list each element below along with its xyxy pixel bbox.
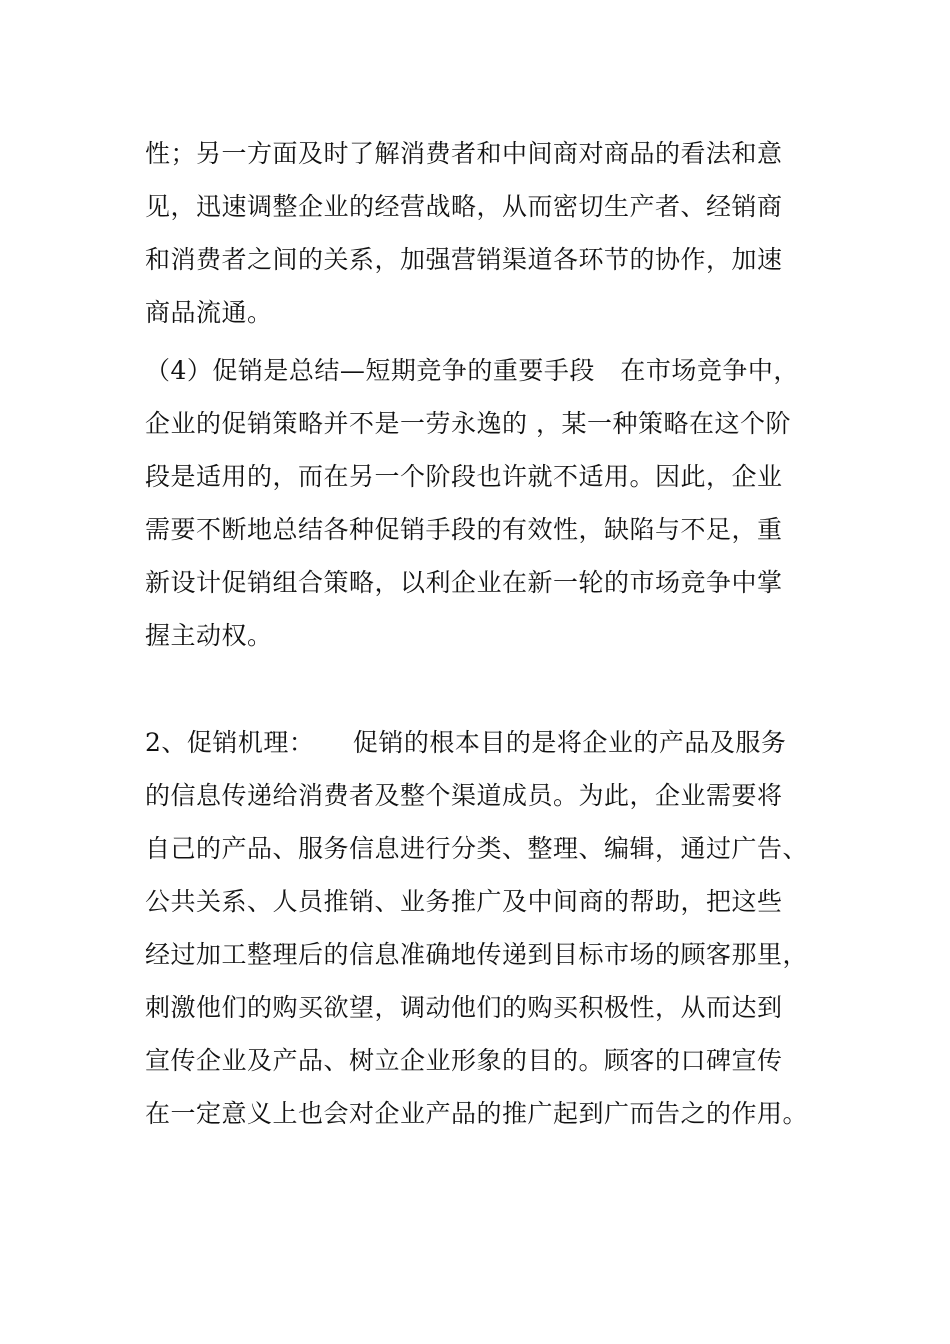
text-line: 性；另一方面及时了解消费者和中间商对商品的看法和意 xyxy=(145,139,783,168)
text-line: 2、促销机理： 促销的根本目的是将企业的产品及服务 xyxy=(145,728,787,757)
text-line: 需要不断地总结各种促销手段的有效性，缺陷与不足，重 xyxy=(145,515,783,544)
text-line: 自己的产品、服务信息进行分类、整理、编辑，通过广告、 xyxy=(145,834,809,863)
text-line: 见，迅速调整企业的经营战略，从而密切生产者、经销商 xyxy=(145,192,783,221)
text-line: 段是适用的，而在另一个阶段也许就不适用。因此，企业 xyxy=(145,462,783,491)
text-line: 企业的促销策略并不是一劳永逸的 ，某一种策略在这个阶 xyxy=(145,409,791,438)
paragraph-promotion-summary xyxy=(145,344,825,662)
text-line: 宣传企业及产品、树立企业形象的目的。顾客的口碑宣传 xyxy=(145,1046,783,1075)
text-line: 刺激他们的购买欲望，调动他们的购买积极性，从而达到 xyxy=(145,993,783,1022)
text-line: 公共关系、人员推销、业务推广及中间商的帮助，把这些 xyxy=(145,887,783,916)
text-line: 握主动权。 xyxy=(145,621,273,650)
text-line: 新设计促销组合策略，以利企业在新一轮的市场竞争中掌 xyxy=(145,568,783,597)
paragraph-continuation xyxy=(145,127,825,339)
paragraph-promotion-mechanism xyxy=(145,716,825,1140)
text-line: 经过加工整理后的信息准确地传递到目标市场的顾客那里， xyxy=(145,940,809,969)
text-line: 和消费者之间的关系，加强营销渠道各环节的协作，加速 xyxy=(145,245,783,274)
text-line: 的信息传递给消费者及整个渠道成员。为此，企业需要将 xyxy=(145,781,783,810)
text-line: 在一定意义上也会对企业产品的推广起到广而告之的作用。 xyxy=(145,1099,809,1128)
text-line: 商品流通。 xyxy=(145,298,273,327)
text-line: （4）促销是总结—短期竞争的重要手段 在市场竞争中， xyxy=(145,356,799,385)
